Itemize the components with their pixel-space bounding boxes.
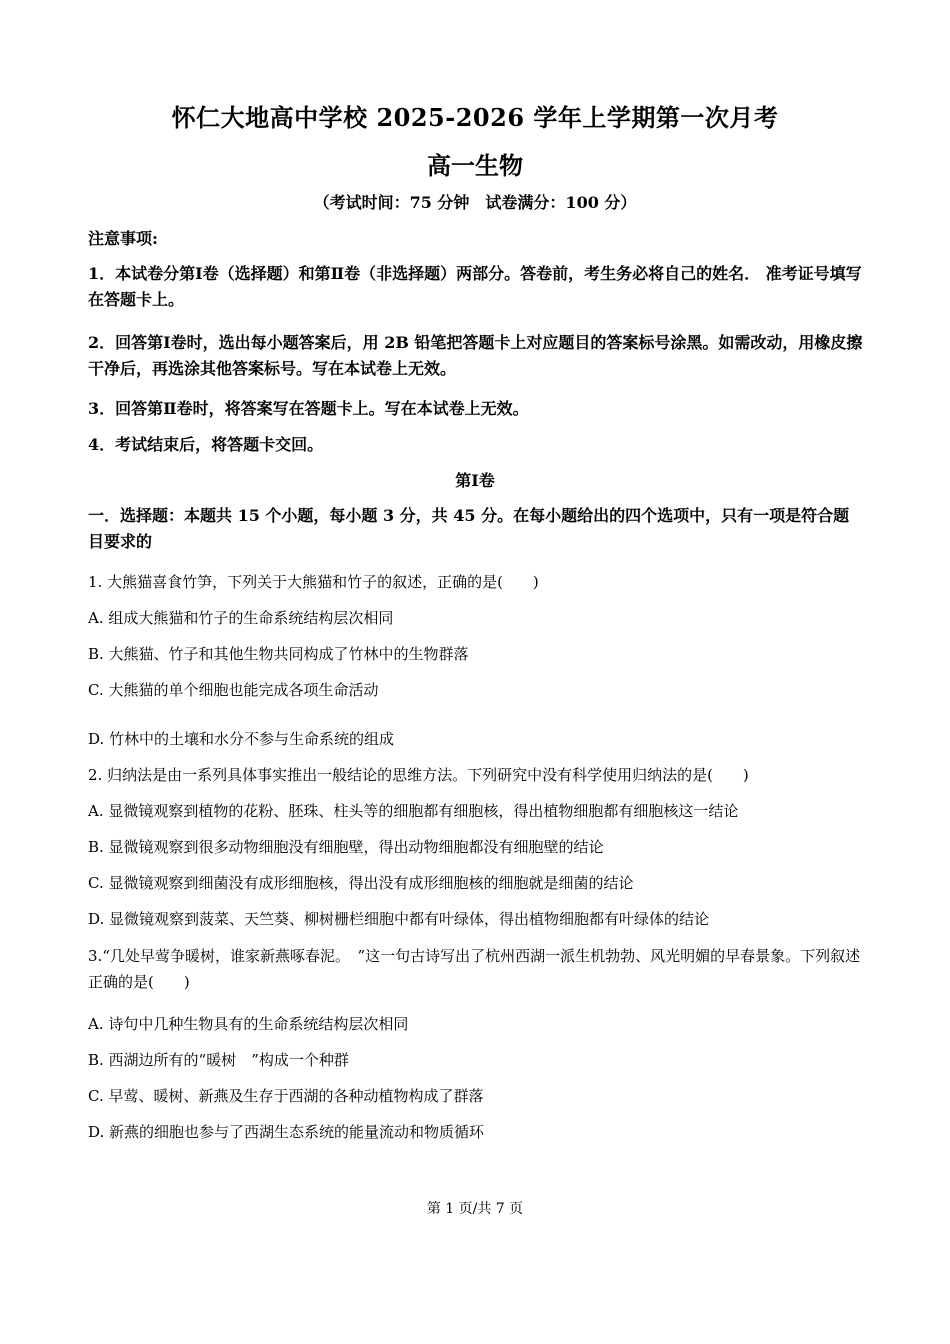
question-option: A. 显微镜观察到植物的花粉、胚珠、柱头等的细胞都有细胞核，得出植物细胞都有细胞核这一结论 [88, 802, 739, 820]
subject-title: 高一生物 [427, 151, 523, 180]
part-title: 第Ⅰ卷 [455, 471, 495, 490]
notice-item: 3．回答第Ⅱ卷时，将答案写在答题卡上。写在本试卷上无效。 [88, 399, 529, 418]
section-heading: 一．选择题：本题共 15 个小题，每小题 3 分，共 45 分。在每小题给出的四个选项中，只有一项是符合题目要求的 [88, 506, 850, 551]
question-option: A. 组成大熊猫和竹子的生命系统结构层次相同 [88, 609, 394, 627]
question-stem: 2. 归纳法是由一系列具体事实推出一般结论的思维方法。下列研究中没有科学使用归纳法的是( ) [88, 766, 749, 784]
question-stem: 1. 大熊猫喜食竹笋，下列关于大熊猫和竹子的叙述，正确的是( ) [88, 573, 539, 591]
question-option: C. 大熊猫的单个细胞也能完成各项生命活动 [88, 681, 379, 699]
question-option: C. 显微镜观察到细菌没有成形细胞核，得出没有成形细胞核的细胞就是细菌的结论 [88, 874, 634, 892]
question-option: B. 西湖边所有的“暖树 ”构成一个种群 [88, 1051, 349, 1069]
exam-title: 怀仁大地高中学校 2025-2026 学年上学期第一次月考 [171, 103, 779, 132]
page-number: 第 1 页/共 7 页 [426, 1201, 524, 1217]
question-stem: 3.“几处早莺争暖树，谁家新燕啄春泥。 ”这一句古诗写出了杭州西湖一派生机勃勃、风光明媚的早春景象。下列叙述正确的是( ) [88, 947, 861, 991]
notice-item: 4．考试结束后，将答题卡交回。 [88, 435, 324, 454]
notice-heading: 注意事项: [88, 229, 158, 248]
question-option: D. 显微镜观察到菠菜、天竺葵、柳树栅栏细胞中都有叶绿体，得出植物细胞都有叶绿体的结论 [88, 910, 710, 928]
notice-item: 1．本试卷分第Ⅰ卷（选择题）和第Ⅱ卷（非选择题）两部分。答卷前，考生务必将自己的姓名． 准考证号填写在答题卡上。 [88, 264, 862, 309]
question-option: D. 新燕的细胞也参与了西湖生态系统的能量流动和物质循环 [88, 1123, 485, 1141]
question-option: A. 诗句中几种生物具有的生命系统结构层次相同 [88, 1015, 409, 1033]
question-option: B. 显微镜观察到很多动物细胞没有细胞壁，得出动物细胞都没有细胞壁的结论 [88, 838, 604, 856]
exam-info: （考试时间：75 分钟 试卷满分：100 分） [313, 193, 637, 212]
question-option: C. 早莺、暖树、新燕及生存于西湖的各种动植物构成了群落 [88, 1087, 484, 1105]
question-option: D. 竹林中的土壤和水分不参与生命系统的组成 [88, 730, 395, 748]
question-option: B. 大熊猫、竹子和其他生物共同构成了竹林中的生物群落 [88, 645, 469, 663]
notice-item: 2．回答第Ⅰ卷时，选出每小题答案后，用 2B 铅笔把答题卡上对应题目的答案标号涂黑。如需改动，用橡皮擦干净后，再选涂其他答案标号。写在本试卷上无效。 [88, 333, 863, 378]
